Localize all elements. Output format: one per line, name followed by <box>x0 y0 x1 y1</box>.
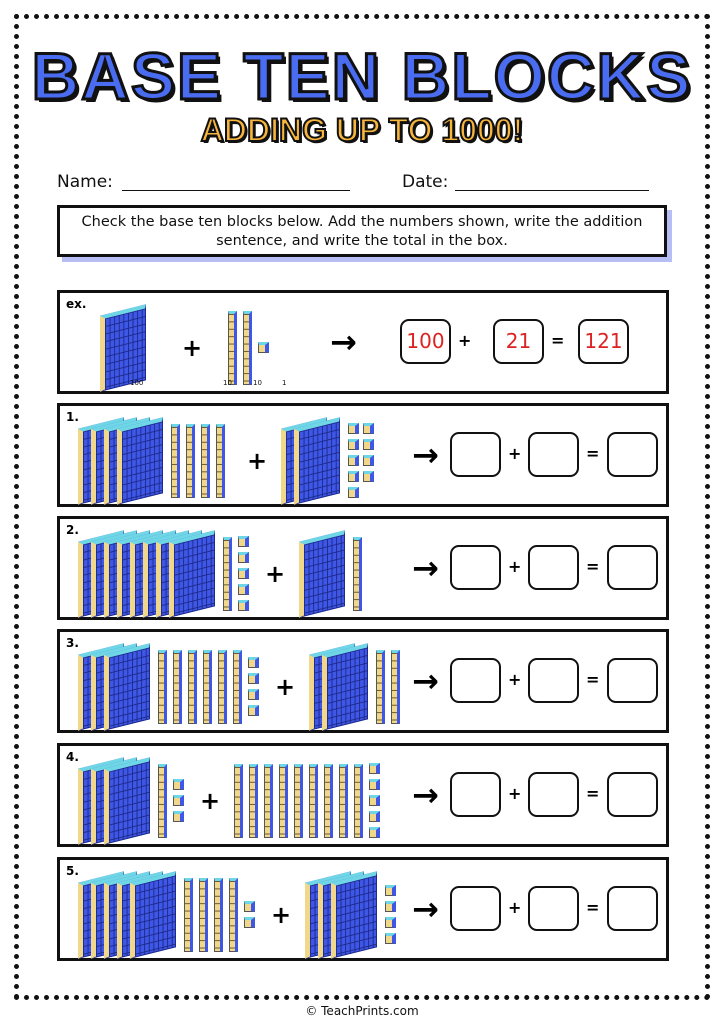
problem-number: 2. <box>66 523 79 537</box>
one-cube-block <box>348 423 359 434</box>
one-cube-block <box>363 471 374 482</box>
hundred-flat-block <box>117 417 163 504</box>
plus-sign: + <box>265 559 286 588</box>
one-cube-block <box>348 487 359 498</box>
worksheet-subtitle: ADDING UP TO 1000! <box>200 112 524 148</box>
ten-rod-block <box>294 764 303 838</box>
plus-sign: + <box>182 333 203 362</box>
ones-group <box>258 342 269 353</box>
first-addend-box[interactable] <box>450 545 501 590</box>
right-addend-blocks <box>228 311 269 385</box>
hundred-flat-block <box>130 871 176 958</box>
equals-sign: = <box>586 784 600 803</box>
total-box[interactable] <box>607 658 658 703</box>
plus-sign: + <box>200 786 221 815</box>
ones-group <box>369 763 380 838</box>
hundred-flat-block <box>294 417 340 504</box>
plus-sign: + <box>247 446 268 475</box>
ten-rod-block <box>188 650 197 724</box>
footer-copyright: © TeachPrints.com <box>305 1004 419 1018</box>
plus-sign: + <box>271 900 292 929</box>
hundred-flat-block <box>331 871 377 958</box>
arrow-icon: → <box>412 890 439 928</box>
date-label: Date: <box>402 172 449 192</box>
one-cube-block <box>363 455 374 466</box>
right-addend-blocks <box>305 877 396 953</box>
ten-rod-block <box>354 764 363 838</box>
hundred-flat-block <box>104 643 150 730</box>
one-cube-block <box>385 933 396 944</box>
ten-rod-block <box>234 764 243 838</box>
right-addend-blocks <box>234 763 380 838</box>
hundred-flat-block <box>299 530 345 617</box>
ones-group <box>244 901 255 928</box>
ten-rod-block <box>233 650 242 724</box>
left-addend-blocks <box>78 423 231 499</box>
ten-rod-block <box>203 650 212 724</box>
right-addend-blocks <box>299 536 368 612</box>
one-cube-block <box>348 455 359 466</box>
ten-rod-block <box>353 537 362 611</box>
left-addend-blocks <box>78 877 255 953</box>
ten-rod-block <box>391 650 400 724</box>
arrow-icon: → <box>412 776 439 814</box>
one-cube-block <box>238 568 249 579</box>
problem-row <box>57 857 669 961</box>
one-cube-block <box>248 689 259 700</box>
problem-number: ex. <box>66 297 87 311</box>
equals-sign: = <box>586 670 600 689</box>
ten-rod-block <box>249 764 258 838</box>
blocks-area <box>78 531 428 616</box>
date-line[interactable] <box>455 190 649 191</box>
one-cube-block <box>348 439 359 450</box>
second-addend-box[interactable] <box>528 886 579 931</box>
one-cube-block <box>385 917 396 928</box>
first-addend-box: 100 <box>400 319 451 364</box>
hundred-flat-block <box>322 643 368 730</box>
right-addend-blocks <box>281 423 374 499</box>
plus-sign: + <box>458 331 472 350</box>
ten-rod-block <box>216 424 225 498</box>
one-cube-block <box>173 811 184 822</box>
ten-rod-block <box>279 764 288 838</box>
second-addend-box[interactable] <box>528 772 579 817</box>
worksheet-title: BASE TEN BLOCKS <box>31 39 693 113</box>
one-cube-block <box>248 673 259 684</box>
ten-rod-block <box>309 764 318 838</box>
plus-sign: + <box>508 444 522 463</box>
ten-rod-block <box>158 764 167 838</box>
ten-rod-block <box>158 650 167 724</box>
plus-sign: + <box>508 557 522 576</box>
left-addend-blocks <box>100 310 146 386</box>
problem-number: 1. <box>66 410 79 424</box>
one-cube-block <box>238 600 249 611</box>
first-addend-box[interactable] <box>450 432 501 477</box>
second-addend-box[interactable] <box>528 545 579 590</box>
equals-sign: = <box>586 898 600 917</box>
first-addend-box[interactable] <box>450 886 501 931</box>
second-addend-box[interactable] <box>528 658 579 703</box>
right-addend-blocks <box>309 649 406 725</box>
one-cube-block <box>238 584 249 595</box>
block-value-label: 10 <box>223 379 232 387</box>
first-addend-box[interactable] <box>450 658 501 703</box>
one-cube-block <box>248 657 259 668</box>
second-addend-box[interactable] <box>528 432 579 477</box>
problem-row <box>57 403 669 507</box>
ones-group <box>248 657 259 716</box>
plus-sign: + <box>275 672 296 701</box>
one-cube-block <box>385 901 396 912</box>
dotted-page-border <box>14 14 710 1000</box>
one-cube-block <box>244 917 255 928</box>
ten-rod-block <box>173 650 182 724</box>
blocks-area <box>78 418 428 503</box>
hundred-flat-block <box>104 757 150 844</box>
instructions-box: Check the base ten blocks below. Add the numbers shown, write the addition sentence, and write the total in the box. <box>57 205 667 257</box>
ones-group <box>348 423 374 498</box>
plus-sign: + <box>508 784 522 803</box>
arrow-icon: → <box>412 549 439 587</box>
ten-rod-block <box>171 424 180 498</box>
problem-number: 3. <box>66 636 79 650</box>
plus-sign: + <box>508 670 522 689</box>
one-cube-block <box>238 536 249 547</box>
one-cube-block <box>248 705 259 716</box>
block-value-label: 1 <box>282 379 287 387</box>
ten-rod-block <box>223 537 232 611</box>
ten-rod-block <box>264 764 273 838</box>
blocks-area <box>78 872 428 957</box>
block-value-label: 10 <box>253 379 262 387</box>
ten-rod-block <box>218 650 227 724</box>
total-box[interactable] <box>607 886 658 931</box>
one-cube-block <box>238 552 249 563</box>
one-cube-block <box>369 763 380 774</box>
one-cube-block <box>348 471 359 482</box>
one-cube-block <box>363 423 374 434</box>
one-cube-block <box>385 885 396 896</box>
ones-group <box>173 779 184 822</box>
blocks-area <box>78 644 428 729</box>
one-cube-block <box>369 811 380 822</box>
one-cube-block <box>369 827 380 838</box>
ten-rod-block <box>229 878 238 952</box>
name-label: Name: <box>57 172 113 192</box>
plus-sign: + <box>508 898 522 917</box>
total-box: 121 <box>578 319 629 364</box>
ten-rod-block <box>339 764 348 838</box>
problem-row <box>57 516 669 620</box>
arrow-icon: → <box>412 436 439 474</box>
left-addend-blocks <box>78 649 259 725</box>
example-row <box>57 290 669 394</box>
block-value-label: 100 <box>130 379 144 387</box>
left-addend-blocks <box>78 763 184 839</box>
blocks-area <box>78 758 428 843</box>
ten-rod-block <box>228 311 237 385</box>
equals-sign: = <box>586 444 600 463</box>
first-addend-box[interactable] <box>450 772 501 817</box>
ten-rod-block <box>199 878 208 952</box>
arrow-icon: → <box>412 662 439 700</box>
total-box[interactable] <box>607 432 658 477</box>
one-cube-block <box>258 342 269 353</box>
ten-rod-block <box>186 424 195 498</box>
second-addend-box: 21 <box>493 319 544 364</box>
ones-group <box>238 536 249 611</box>
equals-sign: = <box>551 331 565 350</box>
arrow-icon: → <box>330 323 357 361</box>
one-cube-block <box>244 901 255 912</box>
one-cube-block <box>369 779 380 790</box>
ten-rod-block <box>243 311 252 385</box>
ten-rod-block <box>214 878 223 952</box>
ten-rod-block <box>324 764 333 838</box>
ten-rod-block <box>184 878 193 952</box>
problem-number: 5. <box>66 864 79 878</box>
one-cube-block <box>369 795 380 806</box>
ten-rod-block <box>201 424 210 498</box>
one-cube-block <box>363 439 374 450</box>
hundred-flat-block <box>169 530 215 617</box>
one-cube-block <box>173 779 184 790</box>
ten-rod-block <box>376 650 385 724</box>
problem-row <box>57 743 669 847</box>
problem-number: 4. <box>66 750 79 764</box>
blocks-area <box>100 305 450 390</box>
problem-row <box>57 629 669 733</box>
one-cube-block <box>173 795 184 806</box>
total-box[interactable] <box>607 772 658 817</box>
name-line[interactable] <box>122 190 350 191</box>
equals-sign: = <box>586 557 600 576</box>
ones-group <box>385 885 396 944</box>
total-box[interactable] <box>607 545 658 590</box>
left-addend-blocks <box>78 536 249 612</box>
